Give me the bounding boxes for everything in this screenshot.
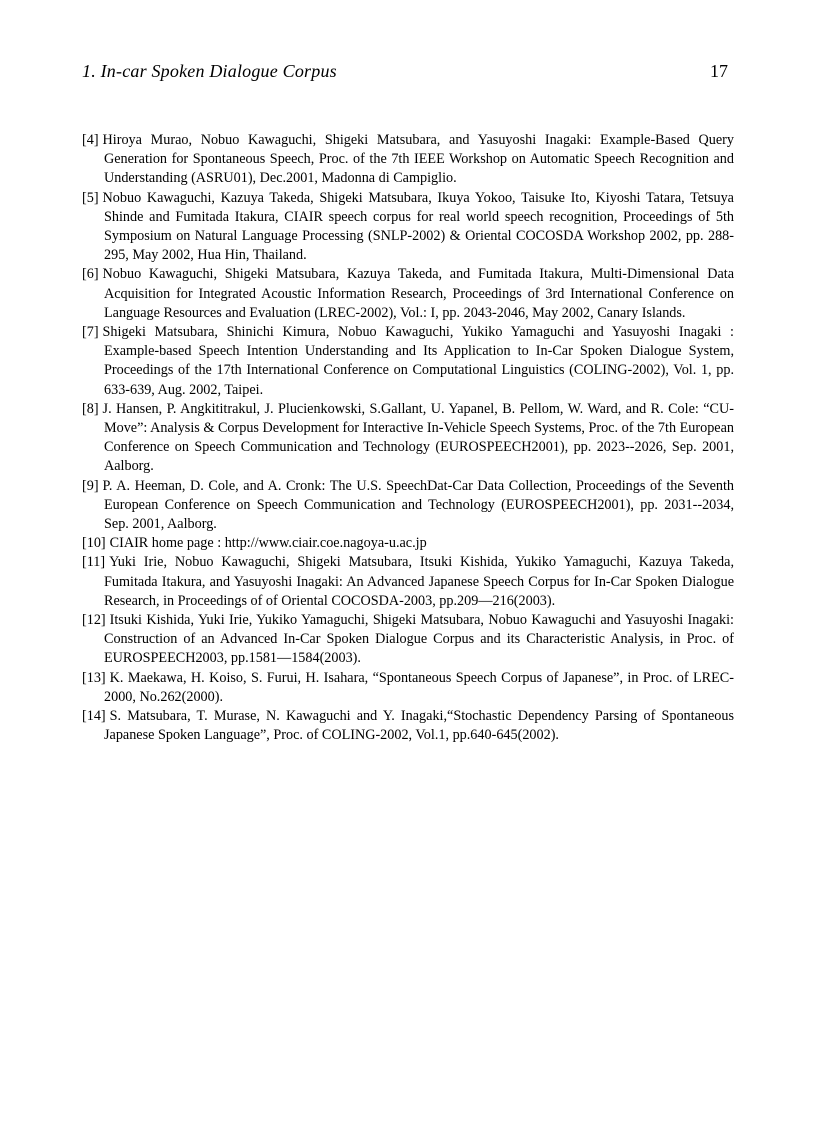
- reference-item: [82, 534, 734, 553]
- reference-item: [82, 669, 734, 707]
- reference-item: [82, 131, 734, 189]
- reference-number: [4]: [82, 132, 99, 148]
- reference-item: [82, 400, 734, 477]
- reference-text: P. A. Heeman, D. Cole, and A. Cronk: The U.S. SpeechDat-Car Data Collection, Proceedings of the Seventh European Conference on Speech Communication and Technology (EUROSPEECH2001), pp. 2031--2034, Sep. 2001, Aalborg.: [102, 477, 734, 533]
- reference-text: Nobuo Kawaguchi, Shigeki Matsubara, Kazuya Takeda, and Fumitada Itakura, Multi-Dimensional Data Acquisition for Integrated Acoustic Information Research, Proceedings of 3rd International Conference on Language Resources and Evaluation (LREC-2002), Vol.: I, pp. 2043-2046, May 2002, Canary Islands.: [102, 266, 734, 321]
- reference-item: [82, 323, 734, 400]
- reference-number: [12]: [82, 612, 106, 629]
- reference-item: [82, 265, 734, 323]
- reference-number: [13]: [82, 669, 106, 686]
- reference-text: Itsuki Kishida, Yuki Irie, Yukiko Yamaguchi, Shigeki Matsubara, Nobuo Kawaguchi and Yasuyoshi Inagaki: Construction of an Advanced In-Car Spoken Dialogue Corpus and its Characteristic Analysis, in Proc. of EUROSPEECH2003, pp.1581—1584(2003).: [104, 612, 734, 667]
- reference-number: [7]: [82, 324, 99, 341]
- reference-number: [6]: [82, 266, 99, 283]
- reference-item: [82, 707, 734, 745]
- reference-number: [5]: [82, 189, 99, 206]
- reference-item: [82, 189, 734, 266]
- page-header: [82, 60, 734, 84]
- reference-text: K. Maekawa, H. Koiso, S. Furui, H. Isahara, “Spontaneous Speech Corpus of Japanese”, in Proc. of LREC-2000, No.262(2000).: [104, 669, 734, 705]
- page-number: 17: [710, 61, 728, 81]
- running-title: 1. In-car Spoken Dialogue Corpus: [82, 61, 337, 81]
- reference-number: [10]: [82, 535, 106, 552]
- reference-text: J. Hansen, P. Angkititrakul, J. Plucienkowski, S.Gallant, U. Yapanel, B. Pellom, W. Ward, and R. Cole: “CU-Move”: Analysis & Corpus Development for Interactive In-Vehicle Speech Systems, Proc. of the 7th European Conference on Speech Communication and Technology (EUROSPEECH2001), pp. 2023--2026, Sep. 2001, Aalborg.: [102, 400, 734, 475]
- reference-text: S. Matsubara, T. Murase, N. Kawaguchi and Y. Inagaki,“Stochastic Dependency Parsing of Spontaneous Japanese Spoken Language”, Proc. of COLING-2002, Vol.1, pp.640-645(2002).: [104, 708, 734, 744]
- reference-text: Nobuo Kawaguchi, Kazuya Takeda, Shigeki Matsubara, Ikuya Yokoo, Taisuke Ito, Kiyoshi Tatara, Tetsuya Shinde and Fumitada Itakura, CIAIR speech corpus for real world speech recognition, Proceedings of 5th Symposium on Natural Language Processing (SNLP-2002) & Oriental COCOSDA Workshop 2002, pp. 288-295, May 2002, Hua Hin, Thailand.: [102, 189, 734, 264]
- reference-text: CIAIR home page : http://www.ciair.coe.nagoya-u.ac.jp: [109, 535, 427, 552]
- reference-text: Yuki Irie, Nobuo Kawaguchi, Shigeki Matsubara, Itsuki Kishida, Yukiko Yamaguchi, Kazuya Takeda, Fumitada Itakura, and Yasuyoshi Inagaki: An Advanced Japanese Speech Corpus for In-Car Spoken Dialogue Research, in Proceedings of of Oriental COCOSDA-2003, pp.209—216(2003).: [104, 554, 734, 609]
- reference-number: [9]: [82, 477, 99, 494]
- reference-number: [14]: [82, 708, 106, 725]
- reference-list: [82, 131, 734, 746]
- reference-number: [11]: [82, 554, 106, 571]
- reference-text: Shigeki Matsubara, Shinichi Kimura, Nobuo Kawaguchi, Yukiko Yamaguchi and Yasuyoshi Inagaki : Example-based Speech Intention Understanding and Its Application to In-Car Spoken Dialogue System, Proceedings of the 17th International Conference on Computational Linguistics (COLING-2002), Vol. 1, pp. 633-639, Aug. 2002, Taipei.: [102, 324, 734, 398]
- reference-item: [82, 553, 734, 611]
- reference-item: [82, 611, 734, 669]
- reference-item: [82, 477, 734, 535]
- reference-text: Hiroya Murao, Nobuo Kawaguchi, Shigeki Matsubara, and Yasuyoshi Inagaki: Example-Based Query Generation for Spontaneous Speech, Proc. of the 7th IEEE Workshop on Automatic Speech Recognition and Understanding (ASRU01), Dec.2001, Madonna di Campiglio.: [102, 132, 734, 187]
- reference-number: [8]: [82, 400, 99, 417]
